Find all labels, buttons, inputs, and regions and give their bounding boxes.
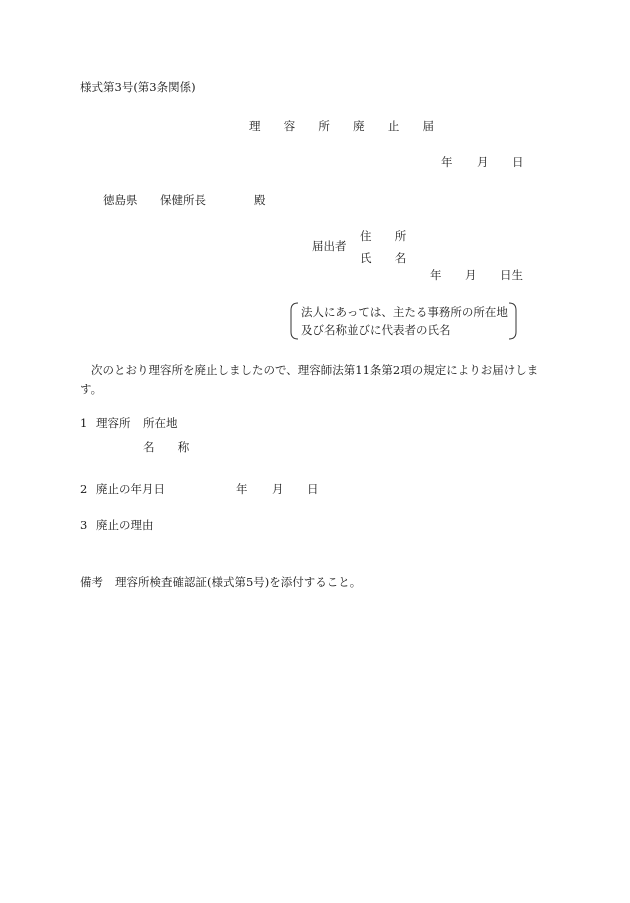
item-2-label: 廃止の年月日 — [96, 482, 165, 496]
birth-day-label: 日生 — [500, 268, 523, 282]
addressee-prefecture: 徳島県 — [103, 193, 138, 207]
left-bracket — [291, 303, 298, 339]
item-1-location-label: 所在地 — [143, 416, 178, 430]
item-3-label: 廃止の理由 — [96, 518, 154, 532]
date-day-label: 日 — [512, 155, 524, 169]
notifier-name-label: 氏 名 — [360, 251, 416, 265]
item-2-month-label: 月 — [272, 482, 284, 496]
form-number: 様式第3号(第3条関係) — [80, 80, 196, 94]
item-1-name-label: 名 称 — [143, 440, 199, 454]
notifier-address-label: 住 所 — [360, 229, 416, 243]
document-title: 理 容 所 廃 止 届 — [249, 119, 444, 133]
item-2-day-label: 日 — [307, 482, 319, 496]
remarks-text: 理容所検査確認証(様式第5号)を添付すること。 — [115, 575, 362, 589]
date-year-label: 年 — [441, 155, 453, 169]
notifier-label: 届出者 — [312, 239, 347, 253]
corporate-note — [289, 302, 518, 340]
birth-year-label: 年 — [430, 268, 442, 282]
item-2-year-label: 年 — [236, 482, 248, 496]
remarks-label: 備考 — [80, 575, 103, 589]
item-1-number: 1 — [80, 416, 88, 430]
addressee-office: 保健所長 — [160, 193, 206, 207]
item-2-number: 2 — [80, 482, 88, 496]
right-bracket — [509, 303, 516, 339]
corporate-note-line1: 法人にあっては、主たる事務所の所在地 — [301, 305, 508, 319]
addressee-honorific: 殿 — [254, 193, 266, 207]
body-text: 次のとおり理容所を廃止しましたので、理容師法第11条第2項の規定によりお届けします。 — [80, 363, 539, 396]
item-1-label: 理容所 — [96, 416, 131, 430]
item-3-number: 3 — [80, 518, 88, 532]
corporate-note-line2: 及び名称並びに代表者の氏名 — [301, 323, 451, 337]
birth-month-label: 月 — [465, 268, 477, 282]
date-month-label: 月 — [477, 155, 489, 169]
